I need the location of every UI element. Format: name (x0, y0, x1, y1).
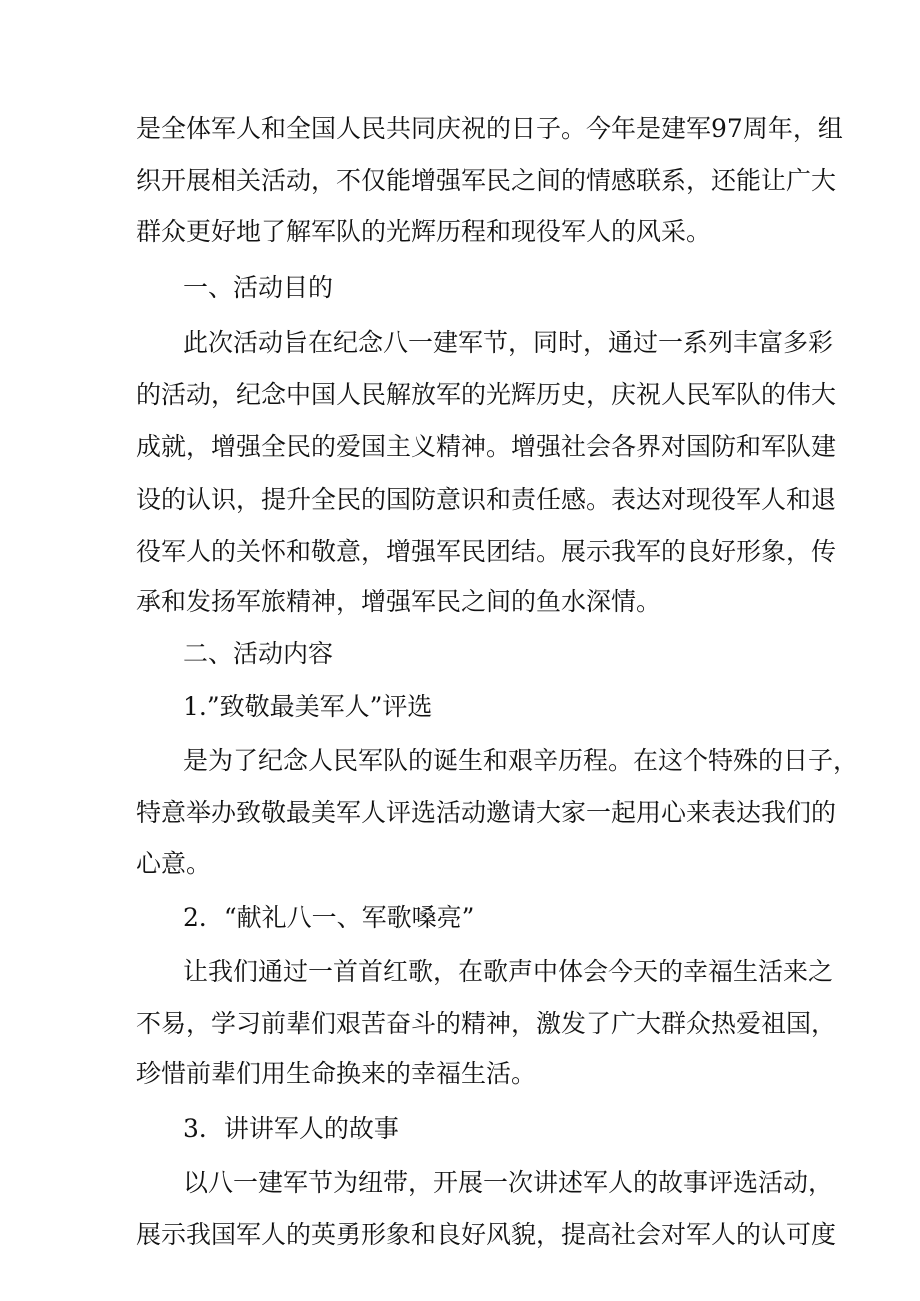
paragraph-line: 承和发扬军旅精神，增强军民之间的鱼水深情。 (136, 587, 662, 616)
paragraph-line: 心意。 (136, 849, 212, 878)
paragraph-line: 以八一建军节为纽带，开展一次讲述军人的故事评选活动， (183, 1168, 834, 1197)
paragraph-line: 珍惜前辈们用生命换来的幸福生活。 (136, 1059, 537, 1088)
paragraph-line: 设的认识，提升全民的国防意识和责任感。表达对现役军人和退 (136, 485, 837, 514)
item-heading-1: 1.”致敬最美军人”评选 (183, 692, 433, 721)
item-heading-2: 2．“献礼八一、军歌嗓亮” (183, 903, 475, 932)
paragraph-line: 是全体军人和全国人民共同庆祝的日子。今年是建军97周年，组 (136, 114, 843, 143)
paragraph-line: 让我们通过一首首红歌，在歌声中体会今天的幸福生活来之 (183, 957, 834, 986)
paragraph-line: 此次活动旨在纪念八一建军节，同时，通过一系列丰富多彩 (183, 328, 834, 357)
section-heading-content: 二、活动内容 (183, 639, 334, 668)
item-heading-3: 3．讲讲军人的故事 (183, 1114, 399, 1143)
paragraph-line: 特意举办致敬最美军人评选活动邀请大家一起用心来表达我们的 (136, 798, 837, 827)
paragraph-line: 不易，学习前辈们艰苦奋斗的精神，激发了广大群众热爱祖国， (136, 1009, 837, 1038)
paragraph-line: 役军人的关怀和敬意，增强军民团结。展示我军的良好形象，传 (136, 537, 837, 566)
paragraph-line: 群众更好地了解军队的光辉历程和现役军人的风采。 (136, 217, 712, 246)
paragraph-line: 成就，增强全民的爱国主义精神。增强社会各界对国防和军队建 (136, 432, 837, 461)
section-heading-purpose: 一、活动目的 (183, 273, 334, 302)
paragraph-line: 的活动，纪念中国人民解放军的光辉历史，庆祝人民军队的伟大 (136, 380, 837, 409)
paragraph-line: 展示我国军人的英勇形象和良好风貌，提高社会对军人的认可度 (136, 1220, 837, 1249)
paragraph-line: 是为了纪念人民军队的诞生和艰辛历程。在这个特殊的日子， (183, 746, 859, 775)
paragraph-line: 织开展相关活动，不仅能增强军民之间的情感联系，还能让广大 (136, 166, 837, 195)
